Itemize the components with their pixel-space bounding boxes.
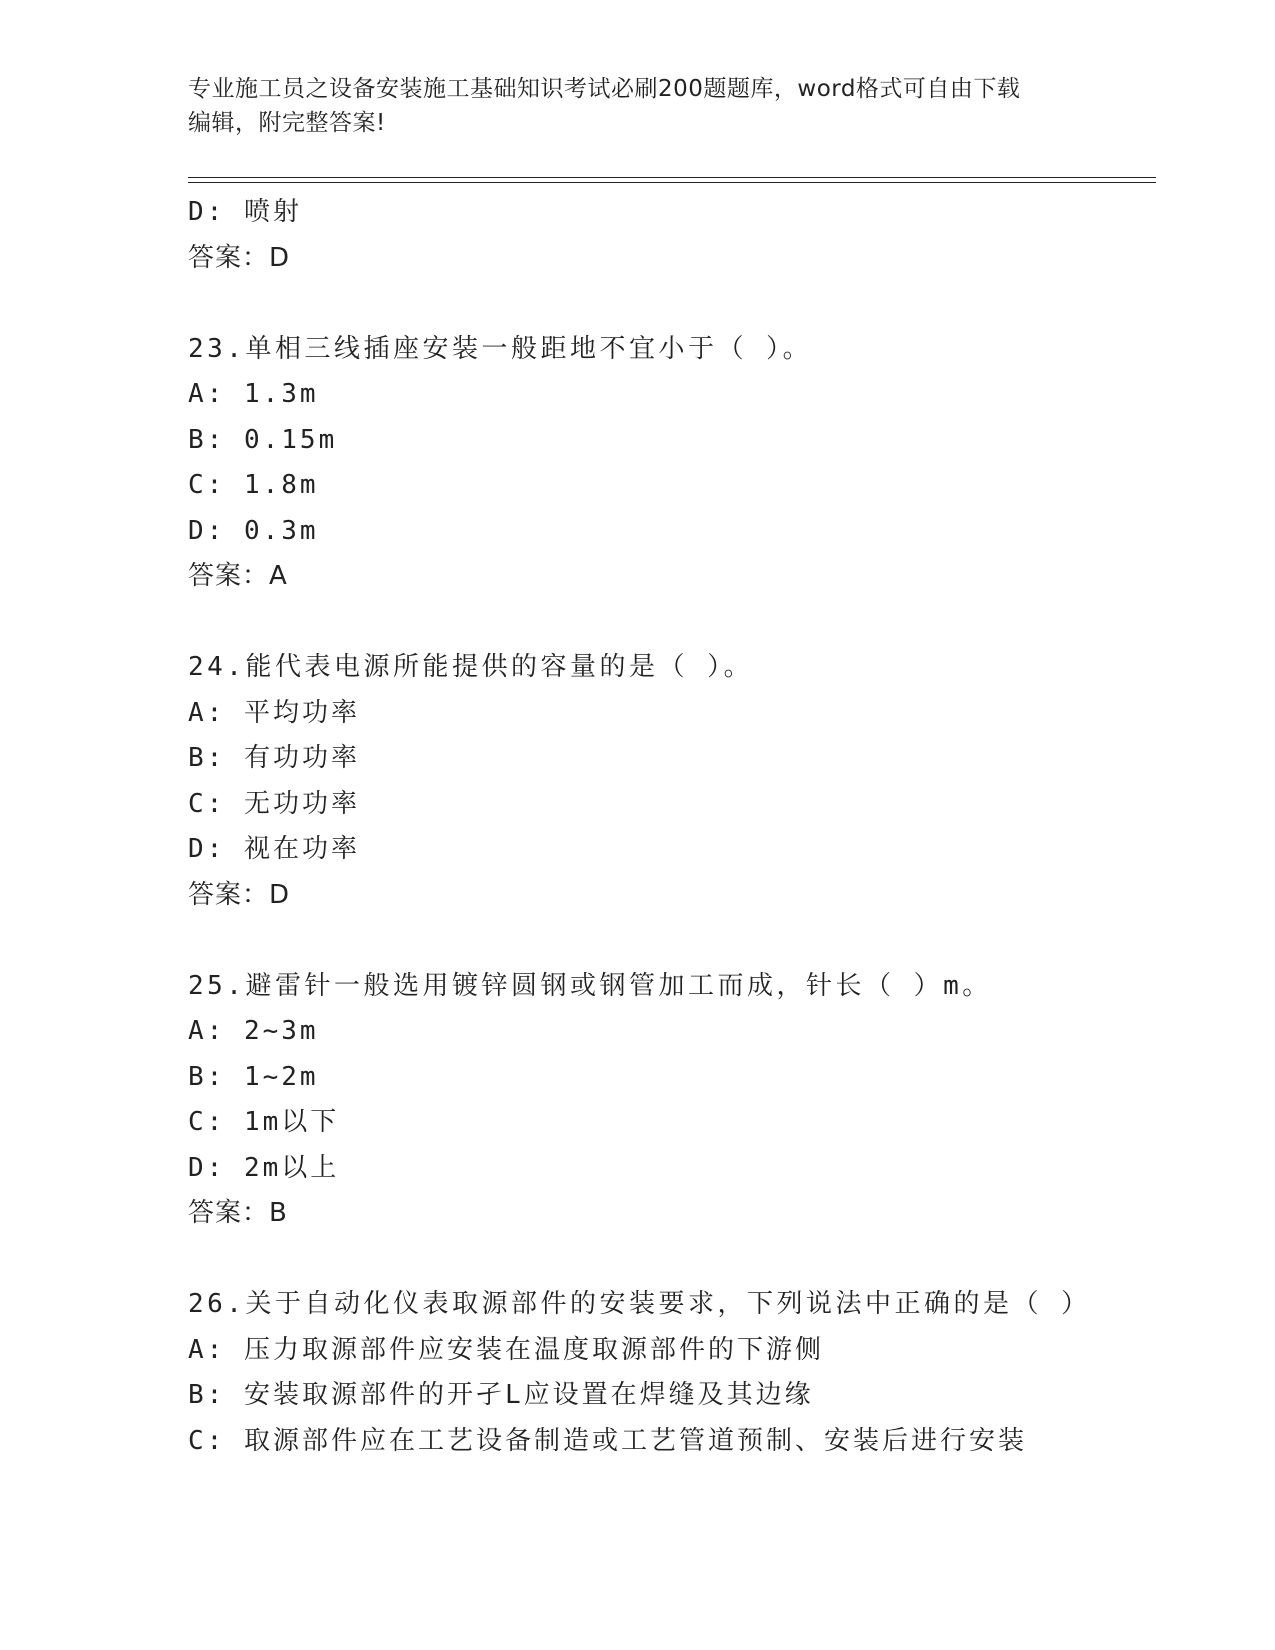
question-25: 25.避雷针一般选用镀锌圆钢或钢管加工而成，针长（ ）m。 (188, 970, 992, 1001)
question-24-option-a: A: 平均功率 (188, 697, 360, 728)
question-25-option-d: D: 2m以上 (188, 1152, 340, 1183)
spacer (188, 918, 1148, 964)
question-26-option-c: C: 取源部件应在工艺设备制造或工艺管道预制、安装后进行安装 (188, 1425, 1027, 1456)
question-25-option-a: A: 2~3m (188, 1016, 319, 1046)
question-24-option-b: B: 有功功率 (188, 743, 360, 773)
prev-answer: 答案：D (188, 242, 291, 273)
spacer (188, 600, 1148, 646)
question-26-option-b: B: 安装取源部件的开孑L应设置在焊缝及其边缘 (188, 1380, 814, 1410)
question-25-option-b: B: 1~2m (188, 1061, 319, 1092)
question-25-option-c: C: 1m以下 (188, 1107, 340, 1137)
question-23-option-b: B: 0.15m (188, 424, 338, 455)
spacer (188, 1237, 1148, 1283)
question-26-option-a: A: 压力取源部件应安装在温度取源部件的下游侧 (188, 1334, 824, 1365)
question-23-answer: 答案：A (188, 561, 288, 591)
question-24-option-c: C: 无功功率 (188, 788, 360, 819)
question-24-option-d: D: 视在功率 (188, 834, 360, 864)
header-divider-top (188, 177, 1156, 178)
question-24: 24.能代表电源所能提供的容量的是（ ）。 (188, 652, 754, 682)
spacer (188, 281, 1148, 327)
prev-option-d: D: 喷射 (188, 197, 302, 227)
question-23: 23.单相三线插座安装一般距地不宜小于（ ）。 (188, 333, 813, 364)
question-25-answer: 答案：B (188, 1198, 288, 1228)
question-23-option-d: D: 0.3m (188, 515, 319, 546)
question-24-answer: 答案：D (188, 879, 291, 910)
question-23-option-c: C: 1.8m (188, 470, 319, 500)
question-26: 26.关于自动化仪表取源部件的安装要求，下列说法中正确的是（ ） (188, 1289, 1091, 1319)
question-list (188, 190, 1148, 1464)
question-23-option-a: A: 1.3m (188, 379, 319, 409)
header-title-line-1: 专业施工员之设备安装施工基础知识考试必刷200题题库，word格式可自由下载 (188, 76, 1021, 102)
document-header (188, 72, 1088, 140)
header-title-line-2: 编辑，附完整答案! (188, 110, 386, 136)
header-divider-bottom (188, 182, 1156, 183)
